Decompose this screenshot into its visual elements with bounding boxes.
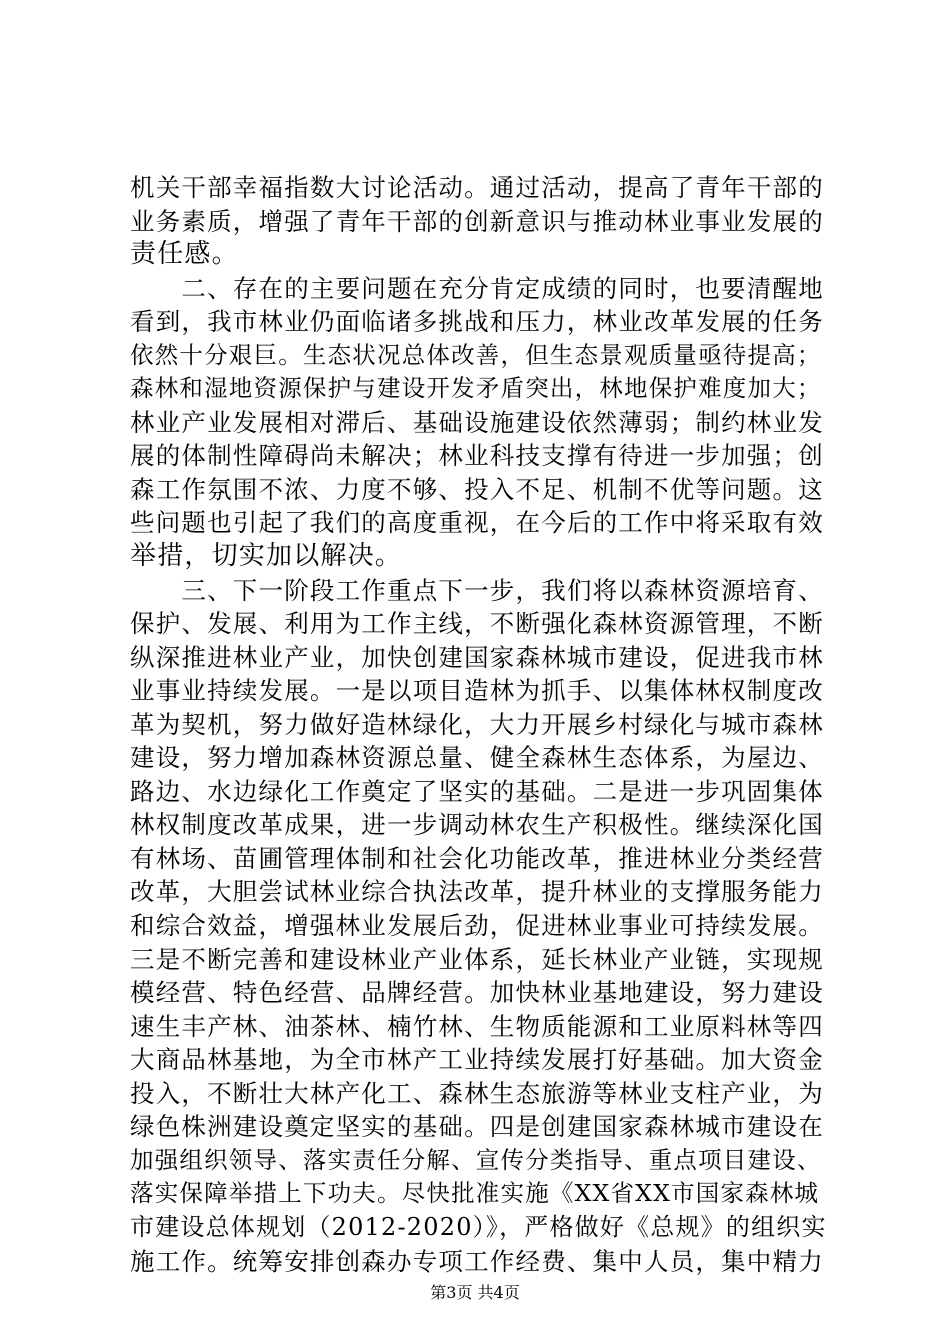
text-line: 落实保障举措上下功夫。尽快批准实施《XX省XX市国家森林城 — [130, 1179, 820, 1208]
page-number: 第3页 共4页 — [430, 1283, 520, 1302]
text-line: 大商品林基地，为全市林产工业持续发展打好基础。加大资金 — [130, 1045, 824, 1075]
text-line: 有林场、苗圃管理体制和社会化功能改革，推进林业分类经营 — [130, 843, 824, 873]
text-line: 些问题也引起了我们的高度重视，在今后的工作中将采取有效 — [130, 508, 824, 538]
text-line: 责任感。 — [130, 239, 239, 270]
text-line: 保护、发展、利用为工作主线，不断强化森林资源管理，不断 — [130, 609, 824, 639]
text-line: 机关干部幸福指数大讨论活动。通过活动，提高了青年干部的 — [130, 173, 824, 202]
text-line: 二、存在的主要问题在充分肯定成绩的同时，也要清醒地 — [130, 273, 824, 303]
body-text — [130, 171, 830, 1278]
text-line: 模经营、特色经营、品牌经营。加快林业基地建设，努力建设 — [130, 978, 824, 1008]
text-line: 路边、水边绿化工作奠定了坚实的基础。二是进一步巩固集体 — [130, 776, 824, 806]
text-line: 建设，努力增加森林资源总量、健全森林生态体系，为屋边、 — [130, 743, 824, 773]
text-line: 速生丰产林、油茶林、楠竹林、生物质能源和工业原料林等四 — [130, 1011, 824, 1041]
text-line: 依然十分艰巨。生态状况总体改善，但生态景观质量亟待提高； — [130, 340, 822, 369]
text-line: 展的体制性障碍尚未解决；林业科技支撑有待进一步加强；创 — [130, 441, 824, 471]
text-line: 举措，切实加以解决。 — [130, 541, 403, 572]
text-line: 业事业持续发展。一是以项目造林为抓手、以集体林权制度改 — [130, 676, 824, 706]
text-line: 市建设总体规划（2012-2020）》，严格做好《总规》的组织实 — [130, 1212, 827, 1241]
page-footer — [0, 1283, 950, 1303]
text-line: 和综合效益，增强林业发展后劲，促进林业事业可持续发展。 — [130, 911, 824, 941]
text-line: 革为契机，努力做好造林绿化，大力开展乡村绿化与城市森林 — [130, 709, 824, 739]
text-line: 业务素质，增强了青年干部的创新意识与推动林业事业发展的 — [130, 206, 824, 236]
text-line: 三、下一阶段工作重点下一步，我们将以森林资源培育、 — [130, 575, 824, 605]
text-line: 森林和湿地资源保护与建设开发矛盾突出，林地保护难度加大； — [130, 374, 822, 403]
text-line: 林业产业发展相对滞后、基础设施建设依然薄弱；制约林业发 — [130, 407, 824, 437]
text-line: 看到，我市林业仍面临诸多挑战和压力，林业改革发展的任务 — [130, 307, 824, 337]
text-line: 绿色株洲建设奠定坚实的基础。四是创建国家森林城市建设在 — [130, 1112, 824, 1142]
text-line: 三是不断完善和建设林业产业体系，延长林业产业链，实现规 — [130, 944, 824, 974]
text-line: 加强组织领导、落实责任分解、宣传分类指导、重点项目建设、 — [130, 1145, 822, 1174]
text-line: 林权制度改革成果，进一步调动林农生产积极性。继续深化国 — [130, 810, 824, 840]
text-line: 森工作氛围不浓、力度不够、投入不足、机制不优等问题。这 — [130, 474, 824, 504]
text-line: 投入，不断壮大林产化工、森林生态旅游等林业支柱产业，为 — [130, 1078, 824, 1108]
text-line: 施工作。统筹安排创森办专项工作经费、集中人员，集中精力 — [130, 1246, 824, 1276]
text-line: 改革，大胆尝试林业综合执法改革，提升林业的支撑服务能力 — [130, 877, 824, 907]
text-line: 纵深推进林业产业，加快创建国家森林城市建设，促进我市林 — [130, 642, 824, 672]
